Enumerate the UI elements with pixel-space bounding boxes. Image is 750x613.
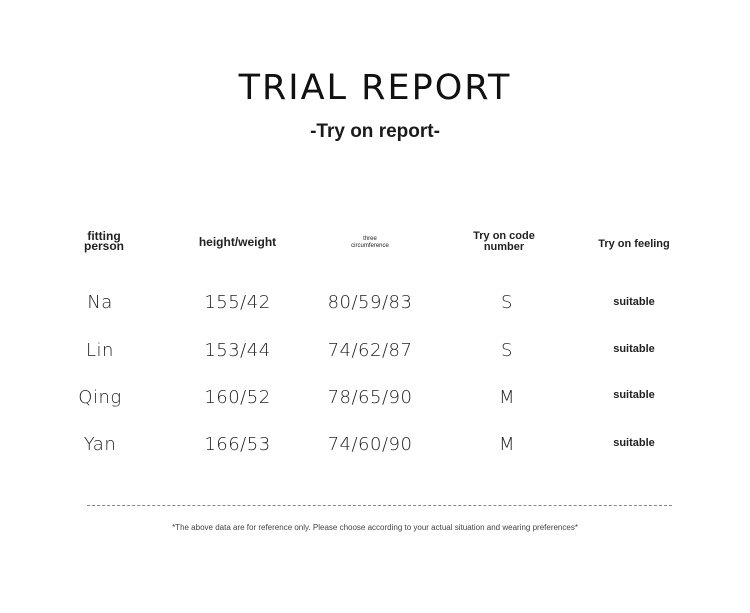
- header-try-on-code: [463, 231, 545, 253]
- header-three-line1: three: [363, 236, 377, 242]
- reference-note: *The above data are for reference only. Please choose according to your actual situation and wearing preferences*: [172, 523, 578, 532]
- header-try-on-feeling: Try on feeling: [598, 238, 670, 250]
- row-height-weight: 166/53: [204, 434, 271, 455]
- header-three-line2: circumference: [351, 243, 389, 249]
- header-fitting-person: [64, 231, 144, 251]
- row-height-weight: 155/42: [204, 292, 271, 313]
- row-name: Na: [87, 292, 113, 313]
- report-title: TRIAL REPORT: [238, 68, 512, 108]
- row-feeling: suitable: [613, 296, 655, 308]
- header-code-line2: number: [483, 241, 525, 253]
- row-feeling: suitable: [613, 343, 655, 355]
- row-height-weight: 160/52: [204, 387, 271, 408]
- header-three-circumference: [335, 236, 405, 250]
- dashed-divider: [87, 505, 672, 506]
- row-name: Lin: [86, 340, 114, 361]
- row-name: Yan: [83, 434, 117, 455]
- row-height-weight: 153/44: [204, 340, 271, 361]
- row-code: M: [498, 434, 516, 455]
- row-code: M: [498, 387, 516, 408]
- row-three-circumference: 74/62/87: [327, 340, 413, 361]
- row-code: S: [501, 340, 513, 361]
- row-feeling: suitable: [613, 389, 655, 401]
- header-fitting-person-line1: fitting: [87, 229, 121, 243]
- report-subtitle: -Try on report-: [310, 121, 440, 142]
- row-three-circumference: 78/65/90: [327, 387, 413, 408]
- header-code-line1: Try on code: [473, 230, 535, 242]
- row-name: Qing: [78, 387, 122, 408]
- row-code: S: [501, 292, 513, 313]
- row-feeling: suitable: [613, 437, 655, 449]
- header-height-weight: height/weight: [198, 235, 277, 249]
- row-three-circumference: 74/60/90: [327, 434, 413, 455]
- row-three-circumference: 80/59/83: [327, 292, 413, 313]
- header-fitting-person-line2: person: [83, 239, 124, 253]
